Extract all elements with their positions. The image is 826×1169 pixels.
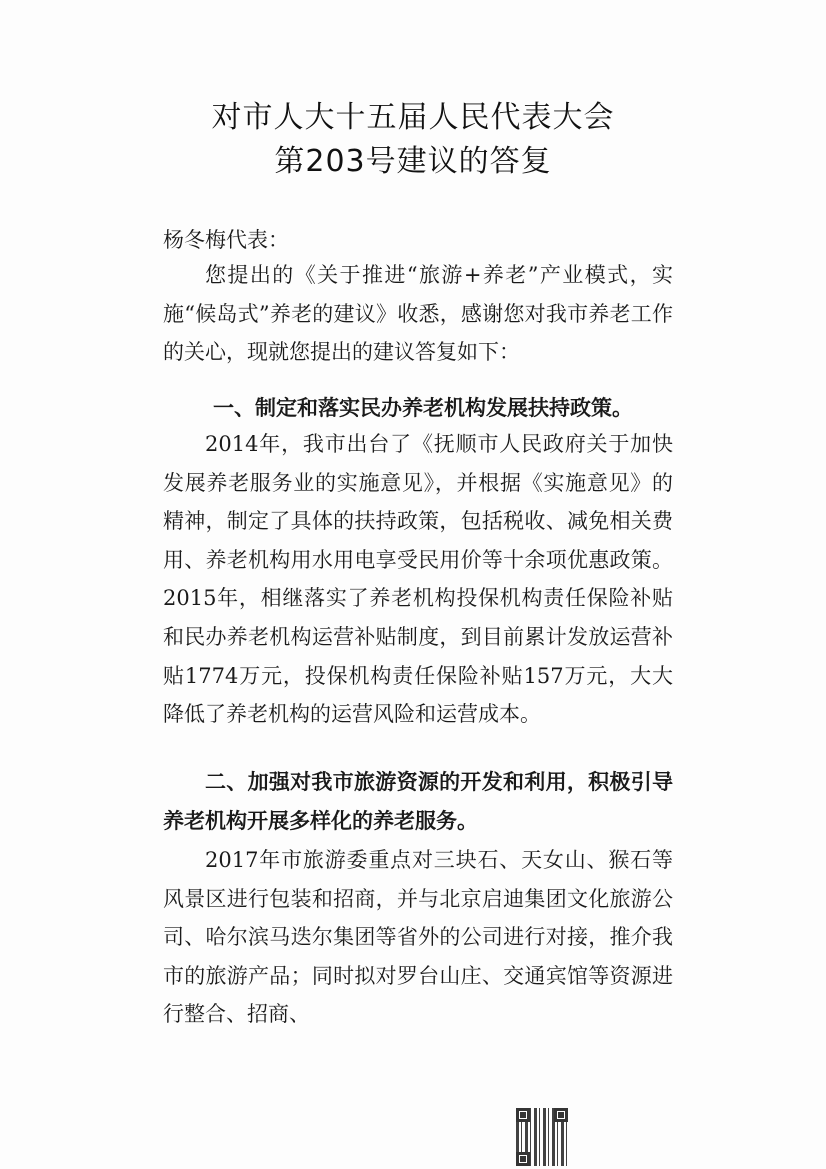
qr-finder-top-right <box>554 1108 568 1122</box>
paragraph-section-2: 2017年市旅游委重点对三块石、天女山、猴石等风景区进行包装和招商，并与北京启迪集团文化旅游公司、哈尔滨马迭尔集团等省外的公司进行对接，推介我市的旅游产品；同时拟对罗台山庄、交通宾馆等资源进行整合、招商、 <box>163 848 673 1027</box>
section-heading-1: 一、制定和落实民办养老机构发展扶持政策。 <box>213 395 633 420</box>
qr-finder-bottom-left <box>516 1152 530 1166</box>
document-title-line2: 第203号建议的答复 <box>274 144 552 179</box>
qr-finder-top-left <box>516 1108 530 1122</box>
section-heading-2: 二、加强对我市旅游资源的开发和利用，积极引导养老机构开展多样化的养老服务。 <box>163 769 673 833</box>
paragraph-section-1: 2014年，我市出台了《抚顺市人民政府关于加快发展养老服务业的实施意见》，并根据《实施意见》的精神，制定了具体的扶持政策，包括税收、减免相关费用、养老机构用水用电享受民用价等十余项优惠政策。2015年，相继落实了养老机构投保机构责任保险补贴和民办养老机构运营补贴制度，到目前累计发放运营补贴1774万元，投保机构责任保险补贴157万元，大大降低了养老机构的运营风险和运营成本。 <box>163 432 673 727</box>
qr-code-icon <box>516 1108 568 1166</box>
paragraph-intro: 您提出的《关于推进“旅游+养老”产业模式，实施“候岛式”养老的建议》收悉，感谢您对我市养老工作的关心，现就您提出的建议答复如下： <box>163 263 673 365</box>
document-title-line1: 对市人大十五届人民代表大会 <box>211 100 615 135</box>
salutation: 杨冬梅代表： <box>163 228 289 252</box>
